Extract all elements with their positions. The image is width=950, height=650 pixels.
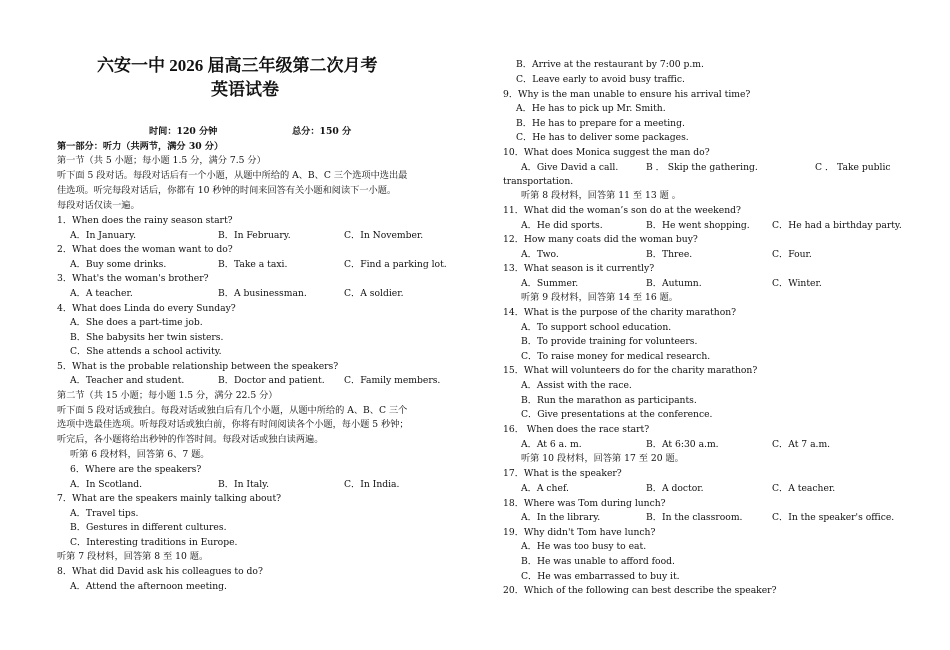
option-a: A．In January. bbox=[70, 230, 137, 241]
section1-instruction: 每段对话仅读一遍。 bbox=[57, 200, 140, 211]
option-b: B．He has to prepare for a meeting. bbox=[516, 118, 685, 129]
option-b: B．In Italy. bbox=[218, 479, 270, 490]
option-a: A．She does a part-time job. bbox=[70, 317, 203, 328]
material-note: 听第 9 段材料，回答第 14 至 16 题。 bbox=[521, 292, 678, 303]
option-c: C．To raise money for medical research. bbox=[521, 351, 711, 362]
option-c: C．In the speaker's office. bbox=[772, 512, 895, 523]
question-4: 4．What does Linda do every Sunday? bbox=[57, 303, 236, 314]
question-9: 9．Why is the man unable to ensure his arrival time? bbox=[503, 89, 751, 100]
material-note: 听第 10 段材料，回答第 17 至 20 题。 bbox=[521, 453, 684, 464]
question-6: 6．Where are the speakers? bbox=[70, 464, 202, 475]
question-19: 19．Why didn't Tom have lunch? bbox=[503, 527, 656, 538]
option-b: B．In the classroom. bbox=[646, 512, 743, 523]
question-16: 16． When does the race start? bbox=[503, 424, 650, 435]
exam-time: 时间：120 分钟 bbox=[149, 126, 218, 137]
option-a: A．Give David a call. bbox=[521, 162, 619, 173]
option-c: C．A soldier. bbox=[344, 288, 404, 299]
option-b: B．Gestures in different cultures. bbox=[70, 522, 227, 533]
option-b: B．Three. bbox=[646, 249, 693, 260]
section2-heading: 第二节（共 15 小题；每小题 1.5 分，满分 22.5 分） bbox=[57, 390, 278, 401]
option-b: B．Run the marathon as participants. bbox=[521, 395, 697, 406]
option-c: C．In India. bbox=[344, 479, 400, 490]
option-a: A．To support school education. bbox=[521, 322, 672, 333]
material-note: 听第 6 段材料，回答第 6、7 题。 bbox=[70, 449, 210, 460]
option-a: A．A chef. bbox=[521, 483, 569, 494]
option-a: A．Assist with the race. bbox=[521, 380, 632, 391]
option-c: C．She attends a school activity. bbox=[70, 346, 222, 357]
part1-heading: 第一部分：听力（共两节，满分 30 分） bbox=[57, 141, 224, 152]
option-b: B．She babysits her twin sisters. bbox=[70, 332, 224, 343]
option-a: A．At 6 a. m. bbox=[521, 439, 582, 450]
option-a: A．Summer. bbox=[521, 278, 579, 289]
question-2: 2．What does the woman want to do? bbox=[57, 244, 233, 255]
option-b: B．At 6:30 a.m. bbox=[646, 439, 719, 450]
option-c: C．Family members. bbox=[344, 375, 441, 386]
question-13: 13．What season is it currently? bbox=[503, 263, 655, 274]
option-a: A．Two. bbox=[521, 249, 559, 260]
option-a: A．In the library. bbox=[521, 512, 601, 523]
option-b: B．He was unable to afford food. bbox=[521, 556, 675, 567]
option-a: A．A teacher. bbox=[70, 288, 133, 299]
section2-instruction: 选项中选最佳选项。听每段对话或独白前，你将有时间阅读各个小题，每小题 5 秒钟； bbox=[57, 419, 409, 430]
option-c: C ． Take public bbox=[815, 162, 891, 173]
section2-instruction: 听下面 5 段对话或独白。每段对话或独白后有几个小题，从题中所给的 A、B、C 三个 bbox=[57, 405, 408, 416]
option-c: C．Winter. bbox=[772, 278, 822, 289]
question-1: 1．When does the rainy season start? bbox=[57, 215, 233, 226]
exam-score: 总分：150 分 bbox=[292, 126, 352, 137]
option-c: C．Interesting traditions in Europe. bbox=[70, 537, 238, 548]
option-b: B．To provide training for volunteers. bbox=[521, 336, 698, 347]
option-a: A．He did sports. bbox=[521, 220, 603, 231]
question-12: 12．How many coats did the woman buy? bbox=[503, 234, 698, 245]
option-c: C．Give presentations at the conference. bbox=[521, 409, 713, 420]
question-17: 17．What is the speaker? bbox=[503, 468, 622, 479]
option-c: C．A teacher. bbox=[772, 483, 836, 494]
option-c-continued: transportation. bbox=[503, 176, 574, 187]
option-a: A．Teacher and student. bbox=[70, 375, 185, 386]
option-b: B．A businessman. bbox=[218, 288, 307, 299]
option-a: A．Buy some drinks. bbox=[70, 259, 167, 270]
option-a: A．Attend the afternoon meeting. bbox=[70, 581, 227, 592]
section2-instruction: 听完后，各小题将给出秒钟的作答时间。每段对话或独白读两遍。 bbox=[57, 434, 324, 445]
option-b: B．Arrive at the restaurant by 7:00 p.m. bbox=[516, 59, 704, 70]
option-c: C．Leave early to avoid busy traffic. bbox=[516, 74, 685, 85]
section1-instruction: 佳选项。听完每段对话后，你都有 10 秒钟的时间来回答有关小题和阅读下一小题。 bbox=[57, 185, 397, 196]
question-15: 15．What will volunteers do for the charity marathon? bbox=[503, 365, 758, 376]
section1-heading: 第一节（共 5 小题；每小题 1.5 分，满分 7.5 分） bbox=[57, 155, 266, 166]
material-note: 听第 7 段材料，回答第 8 至 10 题。 bbox=[57, 551, 209, 562]
question-18: 18．Where was Tom during lunch? bbox=[503, 498, 666, 509]
material-note: 听第 8 段材料，回答第 11 至 13 题 。 bbox=[521, 190, 681, 201]
option-c: C．He was embarrassed to buy it. bbox=[521, 571, 680, 582]
option-b: B．Autumn. bbox=[646, 278, 702, 289]
exam-subtitle: 英语试卷 bbox=[211, 80, 279, 99]
question-7: 7．What are the speakers mainly talking about? bbox=[57, 493, 282, 504]
exam-title: 六安一中 2026 届高三年级第二次月考 bbox=[97, 56, 378, 75]
question-20: 20．Which of the following can best describe the speaker? bbox=[503, 585, 777, 596]
option-b: B ． Skip the gathering. bbox=[646, 162, 758, 173]
question-11: 11．What did the woman’s son do at the weekend? bbox=[503, 205, 741, 216]
option-b: B．A doctor. bbox=[646, 483, 704, 494]
question-5: 5．What is the probable relationship between the speakers? bbox=[57, 361, 339, 372]
option-c: C．At 7 a.m. bbox=[772, 439, 831, 450]
option-a: A．He was too busy to eat. bbox=[521, 541, 647, 552]
option-c: C．Four. bbox=[772, 249, 812, 260]
question-10: 10．What does Monica suggest the man do? bbox=[503, 147, 710, 158]
question-3: 3．What's the woman's brother? bbox=[57, 273, 209, 284]
option-c: C．He has to deliver some packages. bbox=[516, 132, 689, 143]
section1-instruction: 听下面 5 段对话。每段对话后有一个小题，从题中所给的 A、B、C 三个选项中选出最 bbox=[57, 170, 408, 181]
option-b: B．Take a taxi. bbox=[218, 259, 288, 270]
option-c: C．He had a birthday party. bbox=[772, 220, 902, 231]
option-a: A．In Scotland. bbox=[70, 479, 143, 490]
option-b: B．He went shopping. bbox=[646, 220, 750, 231]
option-b: B．In February. bbox=[218, 230, 291, 241]
option-b: B．Doctor and patient. bbox=[218, 375, 325, 386]
option-c: C．Find a parking lot. bbox=[344, 259, 447, 270]
question-8: 8．What did David ask his colleagues to do? bbox=[57, 566, 263, 577]
option-a: A．Travel tips. bbox=[70, 508, 139, 519]
option-c: C．In November. bbox=[344, 230, 424, 241]
option-a: A．He has to pick up Mr. Smith. bbox=[516, 103, 666, 114]
question-14: 14．What is the purpose of the charity marathon? bbox=[503, 307, 737, 318]
